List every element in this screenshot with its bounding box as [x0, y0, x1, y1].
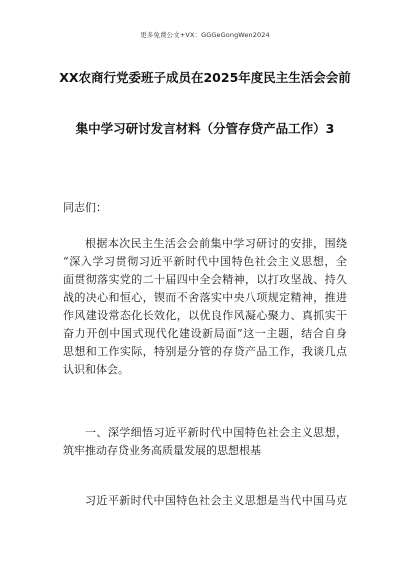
paragraph-line: 面贯彻落实党的二十届四中全会精神，以打攻坚战、持久: [63, 273, 347, 286]
paragraph-body: [63, 492, 347, 510]
paragraph-line: 习近平新时代中国特色社会主义思想是当代中国马克: [85, 494, 347, 507]
paragraph-line: 认识和体会。: [63, 363, 129, 376]
paragraph-line: 战的决心和恒心，锲而不舍落实中央八项规定精神，推进: [63, 291, 347, 304]
paragraph-line: 一、深学细悟习近平新时代中国特色社会主义思想，: [85, 426, 347, 439]
paragraph-line: 奋力开创中国式现代化建设新局面”这一主题，结合自身: [63, 327, 347, 340]
paragraph-line: 思想和工作实际，特别是分管的存贷产品工作，我谈几点: [63, 345, 347, 358]
document-title-line-2: 集中学习研讨发言材料（分管存贷产品工作）3: [75, 121, 335, 136]
paragraph-line: 作风建设常态化长效化，以优良作风凝心聚力、真抓实干: [63, 309, 347, 322]
paragraph-line: “深入学习贯彻习近平新时代中国特色社会主义思想，全: [63, 255, 347, 268]
section-heading-1: [63, 424, 347, 460]
salutation: 同志们：: [63, 201, 107, 214]
paragraph-intro: [63, 235, 347, 379]
paragraph-line: 根据本次民主生活会会前集中学习研讨的安排，围绕: [85, 237, 347, 250]
paragraph-line: 筑牢推动存贷业务高质量发展的思想根基: [63, 444, 261, 457]
header-note: 更多免费公文+VX：GGGeGongWen2024: [140, 31, 270, 39]
document-title-line-1: XX农商行党委班子成员在2025年度民主生活会会前: [59, 70, 351, 85]
